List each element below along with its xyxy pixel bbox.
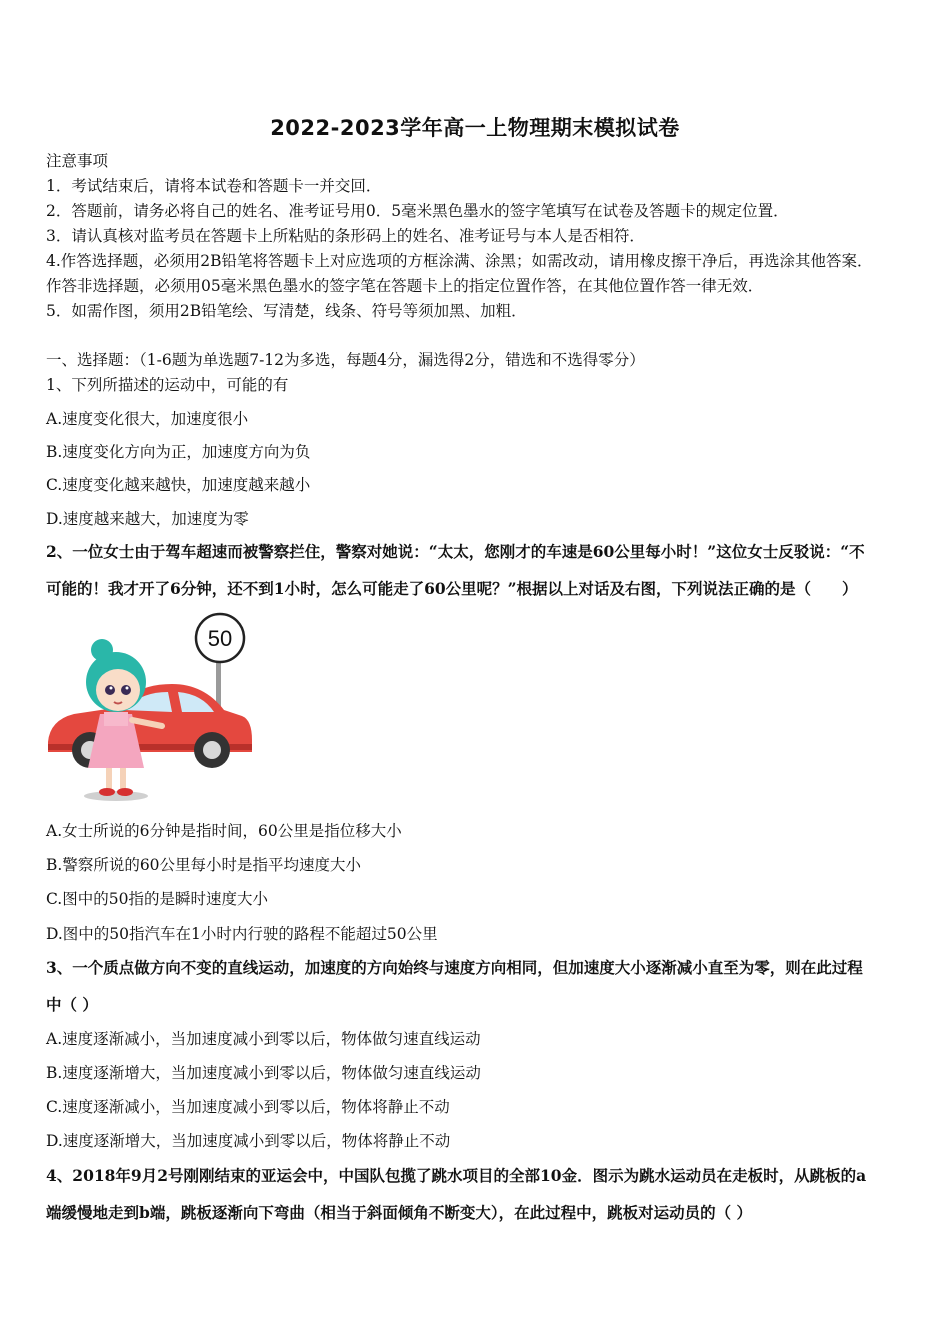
q3-option-a: A.速度逐渐减小，当加速度减小到零以后，物体做匀速直线运动 (46, 1030, 481, 1048)
q3-option-d: D.速度逐渐增大，当加速度减小到零以后，物体将静止不动 (46, 1132, 451, 1150)
q1-option-a: A.速度变化很大，加速度很小 (46, 410, 249, 428)
q2-option-d: D.图中的50指汽车在1小时内行驶的路程不能超过50公里 (46, 925, 438, 943)
notice-item-3: 3．请认真核对监考员在答题卡上所粘贴的条形码上的姓名、准考证号与本人是否相符． (46, 227, 645, 245)
speed-sign-text: 50 (207, 626, 233, 651)
speed-limit-illustration (44, 612, 259, 807)
q3-option-c: C.速度逐渐减小，当加速度减小到零以后，物体将静止不动 (46, 1098, 450, 1116)
girl-car-sign-image (44, 612, 259, 807)
q4-stem-line1: 4、2018年9月2号刚刚结束的亚运会中，中国队包揽了跳水项目的全部10金．图示为跳水运动员在走板时，从跳板的a (46, 1166, 867, 1185)
notice-item-4: 4.作答选择题，必须用2B铅笔将答题卡上对应选项的方框涂满、涂黑；如需改动，请用橡皮擦干净后，再选涂其他答案． (46, 252, 873, 270)
section-heading: 一、选择题：（1-6题为单选题7-12为多选，每题4分，漏选得2分，错选和不选得零分） (46, 351, 645, 369)
q1-option-b: B.速度变化方向为正，加速度方向为负 (46, 443, 311, 461)
notice-item-1: 1．考试结束后，请将本试卷和答题卡一并交回． (46, 177, 382, 195)
q3-option-b: B.速度逐渐增大，当加速度减小到零以后，物体做匀速直线运动 (46, 1064, 481, 1082)
q2-option-c: C.图中的50指的是瞬时速度大小 (46, 890, 268, 908)
notice-heading: 注意事项 (46, 152, 109, 170)
q1-option-c: C.速度变化越来越快，加速度越来越小 (46, 476, 311, 494)
q1-option-d: D.速度越来越大，加速度为零 (46, 510, 249, 528)
page-title: 2022-2023学年高一上物理期末模拟试卷 (270, 116, 680, 140)
q2-option-b: B.警察所说的60公里每小时是指平均速度大小 (46, 856, 362, 874)
q2-stem-line2: 可能的！我才开了6分钟，还不到1小时，怎么可能走了60公里呢？”根据以上对话及右图，下列说法正确的是（ ） (46, 579, 858, 598)
notice-item-4-cont: 作答非选择题，必须用05毫米黑色墨水的签字笔在答题卡上的指定位置作答，在其他位置作答一律无效． (46, 277, 764, 295)
car-wheel (203, 741, 221, 759)
q2-option-a: A.女士所说的6分钟是指时间，60公里是指位移大小 (46, 822, 402, 840)
girl-face (96, 669, 140, 711)
q2-stem-line1: 2、一位女士由于驾车超速而被警察拦住，警察对她说：“太太，您刚才的车速是60公里每小时！”这位女士反驳说：“不 (46, 542, 865, 561)
notice-item-5: 5．如需作图，须用2B铅笔绘、写清楚，线条、符号等须加黑、加粗． (46, 302, 527, 320)
notice-item-2: 2．答题前，请务必将自己的姓名、准考证号用0．5毫米黑色墨水的签字笔填写在试卷及答题卡的规定位置． (46, 202, 789, 220)
q1-stem: 1、下列所描述的运动中，可能的有 (46, 376, 289, 394)
q4-stem-line2: 端缓慢地走到b端，跳板逐渐向下弯曲（相当于斜面倾角不断变大），在此过程中，跳板对运动员的（ ） (46, 1203, 752, 1222)
q3-stem-line2: 中（ ） (46, 995, 98, 1014)
q3-stem-line1: 3、一个质点做方向不变的直线运动，加速度的方向始终与速度方向相同，但加速度大小逐渐减小直至为零，则在此过程 (46, 958, 863, 977)
